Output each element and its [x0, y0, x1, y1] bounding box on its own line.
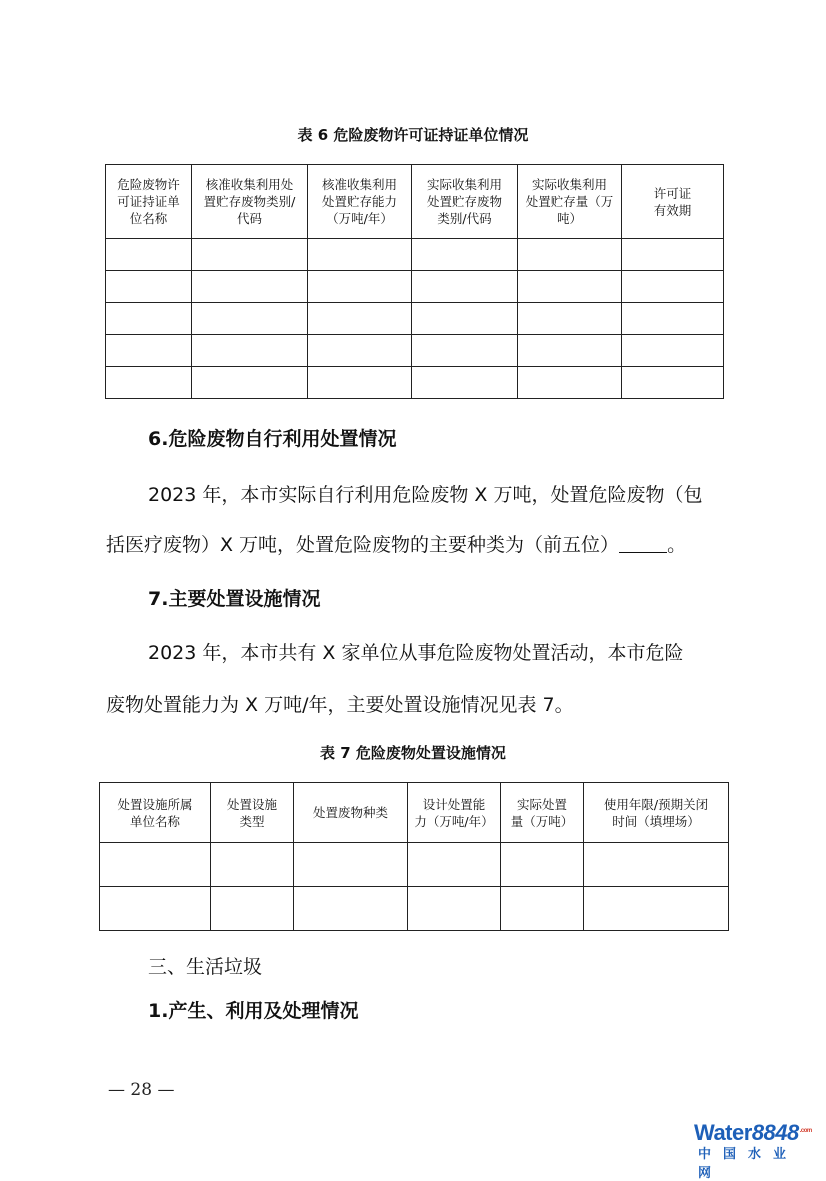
- table7-header-line: 时间（填埋场）: [612, 813, 700, 829]
- table6-caption: 表 6 危险废物许可证持证单位情况: [297, 126, 529, 144]
- table-row: [106, 367, 724, 399]
- table-cell: [518, 239, 622, 271]
- table6-header-cell: [192, 165, 308, 239]
- table7-header-cell: [294, 783, 408, 843]
- table-cell: [501, 887, 584, 931]
- table7-header-line: 单位名称: [129, 813, 180, 829]
- table-cell: [622, 335, 724, 367]
- table6-header-line: 核准收集利用处: [205, 177, 294, 192]
- table-cell: [100, 887, 211, 931]
- table-cell: [106, 239, 192, 271]
- table6-header-line: 吨）: [556, 211, 582, 226]
- table-cell: [518, 367, 622, 399]
- table6-header-line: 核准收集利用: [321, 177, 397, 192]
- section7-para-line1: 2023 年，本市共有 X 家单位从事危险废物处置活动，本市危险: [148, 642, 684, 664]
- table-cell: [412, 271, 518, 303]
- table-cell: [308, 271, 412, 303]
- table-cell: [412, 303, 518, 335]
- table-cell: [308, 303, 412, 335]
- section6-line2-end: 。: [667, 534, 687, 556]
- table7-header-cell: [100, 783, 211, 843]
- table-cell: [622, 367, 724, 399]
- table6-header-line: 危险废物许: [117, 177, 180, 192]
- table-cell: [192, 239, 308, 271]
- table-cell: [294, 843, 408, 887]
- table6-header-line: 处置贮存能力: [321, 194, 397, 209]
- table-row: [100, 843, 729, 887]
- table-cell: [408, 843, 501, 887]
- table-cell: [518, 335, 622, 367]
- section7-heading: 7.主要处置设施情况: [148, 588, 321, 610]
- table-cell: [408, 887, 501, 931]
- table-cell: [100, 843, 211, 887]
- logo-number: 8848: [751, 1120, 799, 1145]
- table-cell: [622, 271, 724, 303]
- table-row: [106, 239, 724, 271]
- table-cell: [308, 239, 412, 271]
- table-cell: [412, 367, 518, 399]
- table6-header-line: 处置贮存废物: [426, 194, 502, 209]
- table-cell: [106, 335, 192, 367]
- table-cell: [518, 271, 622, 303]
- logo-chinese: 中国水业网: [698, 1147, 799, 1181]
- table6-header-cell: [308, 165, 412, 239]
- section6-para-line1: 2023 年，本市实际自行利用危险废物 X 万吨，处置危险废物（包: [148, 484, 703, 506]
- table-row: [106, 303, 724, 335]
- page-number: — 28 —: [108, 1080, 175, 1100]
- table7-header-line: 处置废物种类: [312, 805, 388, 820]
- table7-header-cell: [408, 783, 501, 843]
- table6-header-line: 实际收集利用: [426, 177, 502, 192]
- table6-header-cell: [412, 165, 518, 239]
- table7-header-line: 实际处置: [516, 796, 567, 812]
- table6-header-line: 实际收集利用: [531, 177, 607, 192]
- table-cell: [106, 367, 192, 399]
- table-cell: [308, 367, 412, 399]
- section6-heading: 6.危险废物自行利用处置情况: [148, 428, 397, 450]
- table-cell: [192, 303, 308, 335]
- table-cell: [412, 239, 518, 271]
- logo-word: Water: [694, 1120, 752, 1145]
- table6-header-line: 可证持证单: [117, 194, 180, 209]
- section6-line2-text: 括医疗废物）X 万吨，处置危险废物的主要种类为（前五位）: [106, 534, 620, 556]
- table-cell: [412, 335, 518, 367]
- table7-header-line: 使用年限/预期关闭: [603, 796, 709, 812]
- table7-header-line: 量（万吨）: [510, 813, 574, 829]
- table6-header-row: [106, 165, 724, 239]
- table-cell: [308, 335, 412, 367]
- table6: [105, 164, 724, 399]
- table7: [99, 782, 729, 931]
- table6-header-line: 位名称: [129, 211, 168, 226]
- table-cell: [192, 271, 308, 303]
- table-cell: [192, 367, 308, 399]
- table-cell: [518, 303, 622, 335]
- table7-header-line: 处置设施所属: [117, 796, 193, 812]
- table6-header-line: （万吨/年）: [326, 211, 393, 226]
- watermark-logo: [694, 1120, 818, 1181]
- table-row: [100, 887, 729, 931]
- table6-header-line: 代码: [236, 211, 262, 226]
- table7-header-line: 力（万吨/年）: [414, 813, 494, 829]
- table-cell: [106, 303, 192, 335]
- table-cell: [584, 843, 729, 887]
- table-cell: [211, 843, 294, 887]
- table-cell: [192, 335, 308, 367]
- section7-para-line2: 废物处置能力为 X 万吨/年，主要处置设施情况见表 7。: [106, 694, 574, 716]
- table7-header-cell: [584, 783, 729, 843]
- table-cell: [211, 887, 294, 931]
- table6-header-cell: [622, 165, 724, 239]
- table-row: [106, 271, 724, 303]
- table-cell: [622, 239, 724, 271]
- table7-header-line: 设计处置能: [422, 796, 486, 812]
- table6-header-line: 类别/代码: [437, 211, 492, 226]
- table-row: [106, 335, 724, 367]
- logo-com: .com: [799, 1128, 812, 1134]
- table6-header-line: 处置贮存量（万: [525, 194, 614, 209]
- section3-heading: 三、生活垃圾: [148, 956, 263, 978]
- table6-header-cell: [518, 165, 622, 239]
- section3-sub1-heading: 1.产生、利用及处理情况: [148, 1000, 359, 1022]
- table6-header-line: 置贮存废物类别/: [203, 194, 296, 209]
- table-cell: [294, 887, 408, 931]
- section6-para-line2: [106, 530, 686, 557]
- table6-header-cell: [106, 165, 192, 239]
- fill-in-blank: [619, 534, 667, 553]
- table7-caption: 表 7 危险废物处置设施情况: [320, 744, 506, 762]
- table7-header-row: [100, 783, 729, 843]
- table-cell: [501, 843, 584, 887]
- table7-header-cell: [501, 783, 584, 843]
- table7-header-line: 处置设施: [226, 796, 277, 812]
- table6-header-line: 有效期: [653, 202, 692, 218]
- table-cell: [622, 303, 724, 335]
- table-cell: [106, 271, 192, 303]
- table7-header-line: 类型: [239, 813, 265, 829]
- table-cell: [584, 887, 729, 931]
- table6-header-line: 许可证: [653, 185, 692, 201]
- table7-header-cell: [211, 783, 294, 843]
